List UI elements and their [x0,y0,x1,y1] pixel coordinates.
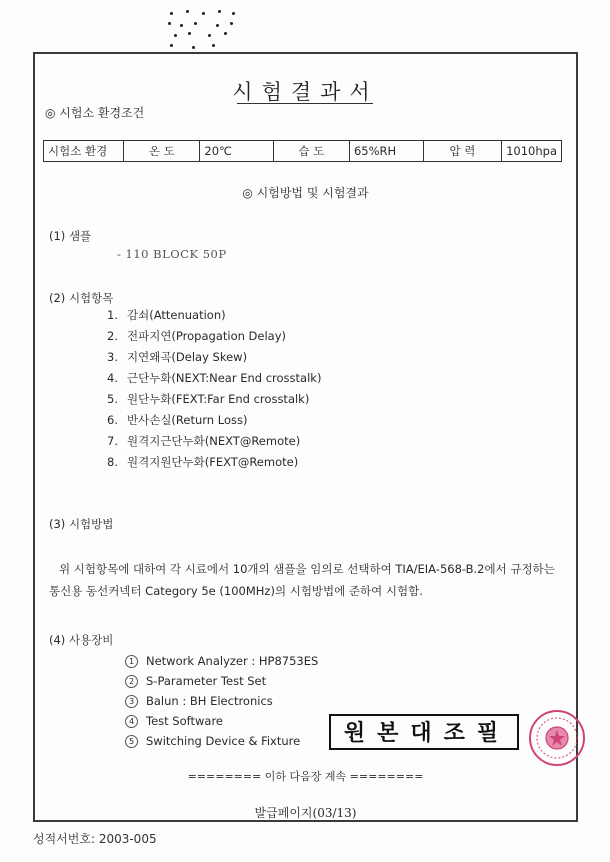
equipment-item: 4 Test Software [125,714,223,728]
test-method-heading: (3) 시험방법 [49,517,114,531]
report-number: 성적서번호: 2003-005 [33,832,157,846]
equipment-item: 3 Balun : BH Electronics [125,694,273,708]
humidity-value: 65%RH [349,141,423,162]
punch-dots [168,10,240,50]
test-method-paragraph: 위 시험항목에 대하여 각 시료에서 10개의 샘플을 임의로 선택하여 TIA/EIA-568-B.2에서 규정하는 통신용 동선커넥터 Category 5e (100MHz)의 시험방법에 준하여 시험함. [49,562,555,598]
official-seal-icon [527,708,587,768]
circled-number: 1 [125,655,138,668]
equipment-item: 5 Switching Device & Fixture [125,734,300,748]
test-items-heading: (2) 시험항목 [49,291,114,305]
env-heading: ◎ 시험소 환경조건 [45,106,145,120]
equipment-heading: (4) 사용장비 [49,633,114,647]
continue-note: ======== 이하 다음장 계속 ======== [187,770,424,783]
circled-number: 2 [125,675,138,688]
test-item: 8. 원격지원단누화(FEXT@Remote) [107,455,299,469]
test-item: 2. 전파지연(Propagation Delay) [107,329,287,343]
test-item: 3. 지연왜곡(Delay Skew) [107,350,248,364]
test-item: 6. 반사손실(Return Loss) [107,413,248,427]
equipment-item: 2 S-Parameter Test Set [125,674,266,688]
temp-label: 온 도 [124,141,200,162]
sample-item: - 110 BLOCK 50P [117,247,227,261]
method-heading: ◎ 시험방법 및 시험결과 [242,186,369,200]
env-table [43,140,562,162]
humidity-label: 습 도 [273,141,349,162]
circled-number: 4 [125,715,138,728]
equipment-item: 1 Network Analyzer : HP8753ES [125,654,318,668]
circled-number: 3 [125,695,138,708]
circled-number: 5 [125,735,138,748]
pressure-label: 압 력 [423,141,501,162]
test-item: 7. 원격지근단누화(NEXT@Remote) [107,434,301,448]
test-item: 1. 감쇠(Attenuation) [107,308,226,322]
title-underline [237,103,373,104]
original-copy-stamp: 원본대조필 [329,714,519,750]
env-label: 시험소 환경 [44,141,124,162]
pressure-value: 1010hpa [502,141,562,162]
temp-value: 20℃ [200,141,273,162]
test-item: 5. 원단누화(FEXT:Far End crosstalk) [107,392,310,406]
test-item: 4. 근단누화(NEXT:Near End crosstalk) [107,371,322,385]
document-title: 시험결과서 [232,80,379,104]
sample-heading: (1) 샘플 [49,229,92,243]
document-frame [33,52,578,822]
page-issue: 발급페이지(03/13) [254,806,357,820]
